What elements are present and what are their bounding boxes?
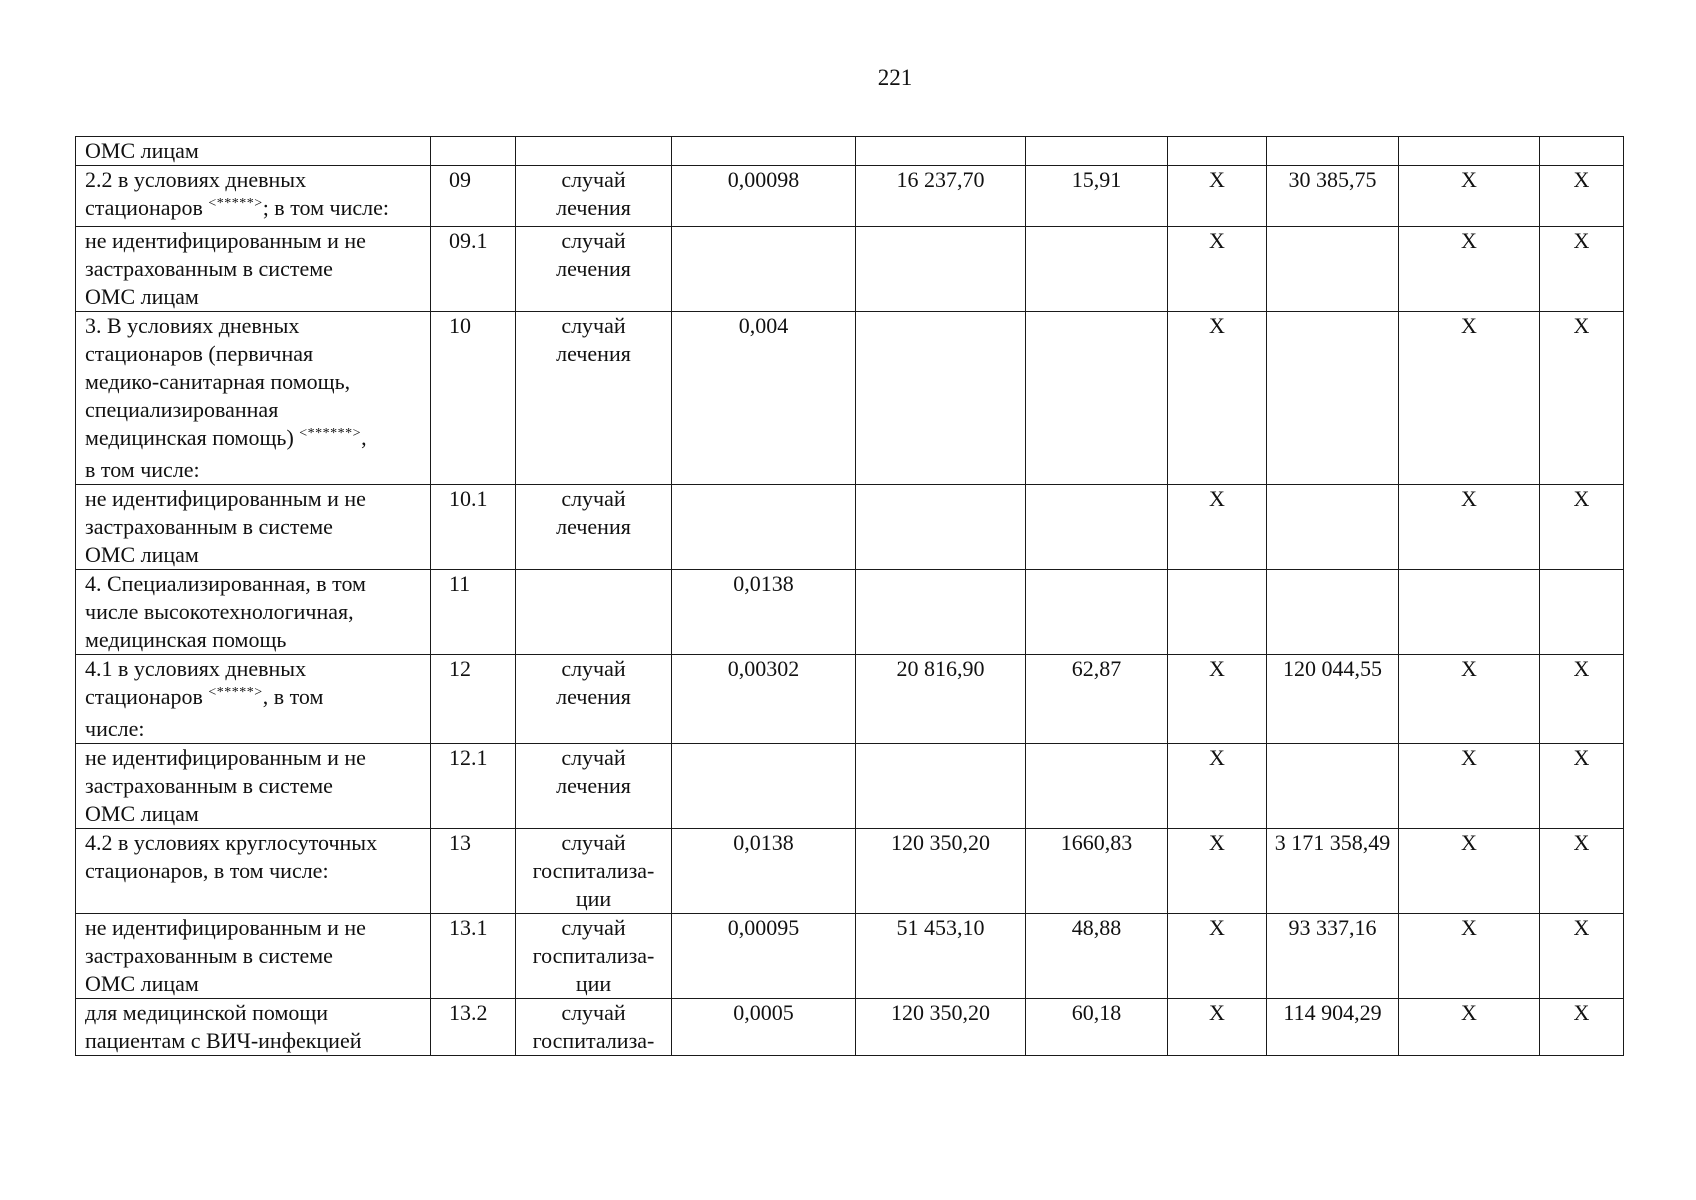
cell-line: 09.1 (449, 228, 488, 253)
data-table (75, 136, 1624, 1056)
cell-line: пациентам с ВИЧ-инфекцией (85, 1028, 362, 1053)
cell-line: 0,0138 (733, 571, 794, 596)
cell-col8 (1267, 999, 1399, 1056)
cell-unit (516, 914, 672, 999)
cell-line: случай (561, 1000, 626, 1025)
cell-volume-norm (672, 570, 856, 655)
table-row (76, 137, 1624, 166)
cell-line: медико-санитарная помощь, (85, 369, 351, 394)
cell-col10 (1540, 999, 1624, 1056)
cell-line: X (1209, 228, 1225, 253)
cell-description (76, 485, 431, 570)
cell-cost-norm (856, 166, 1026, 227)
cell-line: стационаров <*****>; в том числе: (85, 195, 389, 220)
cell-line: X (1461, 915, 1477, 940)
cell-col7 (1168, 655, 1267, 744)
cell-unit (516, 227, 672, 312)
cell-line: X (1461, 1000, 1477, 1025)
cell-col9 (1399, 485, 1540, 570)
cell-volume-norm (672, 227, 856, 312)
cell-line: случай (561, 915, 626, 940)
cell-line: 0,0005 (733, 1000, 794, 1025)
cell-line: 120 350,20 (891, 1000, 990, 1025)
cell-line: застрахованным в системе (85, 943, 333, 968)
cell-line: 15,91 (1071, 167, 1122, 192)
cell-per-capita (1026, 137, 1168, 166)
footnote-marker: <******> (299, 426, 362, 441)
cell-volume-norm (672, 914, 856, 999)
cell-line: 60,18 (1071, 1000, 1122, 1025)
cell-line: застрахованным в системе (85, 514, 333, 539)
cell-unit (516, 999, 672, 1056)
cell-line: X (1209, 486, 1225, 511)
cell-line: X (1461, 228, 1477, 253)
cell-line: X (1461, 830, 1477, 855)
cell-line: случай (561, 745, 626, 770)
cell-line: медицинская помощь (85, 627, 287, 652)
cell-unit (516, 166, 672, 227)
cell-cost-norm (856, 570, 1026, 655)
cell-line: не идентифицированным и не (85, 915, 366, 940)
cell-line: 1660,83 (1060, 830, 1133, 855)
cell-row-code (431, 312, 516, 485)
cell-line: X (1573, 830, 1590, 855)
cell-col7 (1168, 914, 1267, 999)
cell-col8 (1267, 485, 1399, 570)
cell-line: 10.1 (449, 486, 488, 511)
cell-description (76, 166, 431, 227)
cell-unit (516, 312, 672, 485)
cell-col8 (1267, 829, 1399, 914)
cell-line: 2.2 в условиях дневных (85, 167, 307, 192)
cell-row-code (431, 570, 516, 655)
cell-unit (516, 137, 672, 166)
cell-description (76, 137, 431, 166)
cell-cost-norm (856, 829, 1026, 914)
cell-line: 12 (449, 656, 471, 681)
cell-col8 (1267, 166, 1399, 227)
cell-per-capita (1026, 999, 1168, 1056)
cell-line: X (1209, 1000, 1225, 1025)
cell-row-code (431, 166, 516, 227)
cell-line: медицинская помощь) <******>, (85, 425, 367, 450)
cell-line: X (1461, 745, 1477, 770)
table-row (76, 570, 1624, 655)
cell-col7 (1168, 999, 1267, 1056)
cell-line: X (1573, 656, 1590, 681)
table-row (76, 166, 1624, 227)
cell-row-code (431, 655, 516, 744)
cell-per-capita (1026, 227, 1168, 312)
cell-row-code (431, 227, 516, 312)
cell-line: застрахованным в системе (85, 256, 333, 281)
cell-line: 114 904,29 (1283, 1000, 1382, 1025)
cell-line: X (1461, 313, 1477, 338)
cell-description (76, 829, 431, 914)
cell-description (76, 227, 431, 312)
cell-col10 (1540, 744, 1624, 829)
cell-col8 (1267, 655, 1399, 744)
cell-col9 (1399, 137, 1540, 166)
cell-description (76, 312, 431, 485)
cell-line: 09 (449, 167, 471, 192)
cell-line: 11 (449, 571, 471, 596)
cell-col10 (1540, 166, 1624, 227)
cell-line: стационаров (первичная (85, 341, 314, 366)
cell-line: лечения (556, 341, 631, 366)
cell-col9 (1399, 744, 1540, 829)
cell-volume-norm (672, 485, 856, 570)
cell-col10 (1540, 570, 1624, 655)
cell-line: 93 337,16 (1288, 915, 1377, 940)
cell-col7 (1168, 829, 1267, 914)
footnote-marker: <*****> (208, 196, 263, 211)
cell-line: X (1461, 486, 1477, 511)
table-body (76, 137, 1624, 1056)
cell-line: X (1573, 313, 1590, 338)
cell-line: X (1209, 915, 1225, 940)
cell-line: случай (561, 486, 626, 511)
cell-description (76, 914, 431, 999)
cell-col10 (1540, 227, 1624, 312)
cell-line: госпитализа- (532, 1028, 655, 1053)
cell-per-capita (1026, 914, 1168, 999)
cell-line: 16 237,70 (896, 167, 985, 192)
cell-line: X (1209, 656, 1225, 681)
cell-line: X (1209, 830, 1225, 855)
cell-line: случай (561, 830, 626, 855)
cell-col10 (1540, 137, 1624, 166)
cell-description (76, 744, 431, 829)
cell-col7 (1168, 485, 1267, 570)
cell-volume-norm (672, 312, 856, 485)
cell-line: 0,00095 (727, 915, 800, 940)
cell-volume-norm (672, 829, 856, 914)
table-row (76, 999, 1624, 1056)
table-row (76, 655, 1624, 744)
cell-line: лечения (556, 195, 631, 220)
cell-description (76, 655, 431, 744)
cell-per-capita (1026, 744, 1168, 829)
table-row (76, 485, 1624, 570)
cell-line: X (1209, 167, 1225, 192)
table-row (76, 312, 1624, 485)
cell-col8 (1267, 744, 1399, 829)
cell-row-code (431, 914, 516, 999)
cell-volume-norm (672, 166, 856, 227)
cell-line: 3 171 358,49 (1274, 830, 1391, 855)
cell-line: госпитализа- (532, 858, 655, 883)
cell-volume-norm (672, 999, 856, 1056)
cell-unit (516, 744, 672, 829)
cell-line: 4. Специализированная, в том (85, 571, 366, 596)
cell-line: 30 385,75 (1288, 167, 1377, 192)
table-row (76, 914, 1624, 999)
cell-line: 0,0138 (733, 830, 794, 855)
cell-col9 (1399, 570, 1540, 655)
cell-cost-norm (856, 744, 1026, 829)
cell-col9 (1399, 166, 1540, 227)
cell-line: 48,88 (1071, 915, 1122, 940)
cell-line: ОМС лицам (85, 971, 199, 996)
cell-per-capita (1026, 312, 1168, 485)
cell-line: 0,00302 (727, 656, 800, 681)
cell-col9 (1399, 655, 1540, 744)
cell-col9 (1399, 227, 1540, 312)
cell-line: 51 453,10 (896, 915, 985, 940)
cell-col8 (1267, 570, 1399, 655)
cell-col10 (1540, 914, 1624, 999)
cell-col7 (1168, 570, 1267, 655)
cell-line: для медицинской помощи (85, 1000, 329, 1025)
cell-row-code (431, 137, 516, 166)
cell-line: лечения (556, 256, 631, 281)
cell-col8 (1267, 312, 1399, 485)
cell-line: 13.1 (449, 915, 488, 940)
cell-line: 0,004 (738, 313, 789, 338)
table-row (76, 829, 1624, 914)
cell-line: лечения (556, 684, 631, 709)
cell-line: 4.1 в условиях дневных (85, 656, 307, 681)
cell-col9 (1399, 914, 1540, 999)
cell-line: ции (575, 886, 612, 911)
cell-col9 (1399, 312, 1540, 485)
cell-line: X (1461, 656, 1477, 681)
cell-volume-norm (672, 744, 856, 829)
cell-line: числе высокотехнологичная, (85, 599, 354, 624)
cell-description (76, 570, 431, 655)
cell-line: специализированная (85, 397, 279, 422)
cell-line: числе: (85, 716, 145, 741)
cell-col7 (1168, 312, 1267, 485)
table-row (76, 227, 1624, 312)
cell-unit (516, 485, 672, 570)
cell-line: случай (561, 167, 626, 192)
cell-line: 20 816,90 (896, 656, 985, 681)
cell-per-capita (1026, 485, 1168, 570)
cell-per-capita (1026, 655, 1168, 744)
cell-cost-norm (856, 914, 1026, 999)
cell-line: 13 (449, 830, 471, 855)
cell-unit (516, 655, 672, 744)
cell-line: госпитализа- (532, 943, 655, 968)
cell-line: ции (575, 971, 612, 996)
cell-volume-norm (672, 655, 856, 744)
cell-col8 (1267, 914, 1399, 999)
cell-line: не идентифицированным и не (85, 745, 366, 770)
cell-line: лечения (556, 514, 631, 539)
cell-line: X (1209, 745, 1225, 770)
cell-line: X (1461, 167, 1477, 192)
cell-line: стационаров, в том числе: (85, 858, 329, 883)
cell-line: стационаров <*****>, в том (85, 684, 324, 709)
cell-line: застрахованным в системе (85, 773, 333, 798)
cell-line: 120 350,20 (891, 830, 990, 855)
cell-per-capita (1026, 570, 1168, 655)
cell-line: случай (561, 656, 626, 681)
cell-row-code (431, 744, 516, 829)
cell-line: X (1573, 1000, 1590, 1025)
cell-line: не идентифицированным и не (85, 228, 366, 253)
cell-col7 (1168, 166, 1267, 227)
cell-per-capita (1026, 166, 1168, 227)
cell-unit (516, 829, 672, 914)
cell-unit (516, 570, 672, 655)
cell-line: 120 044,55 (1283, 656, 1382, 681)
cell-line: случай (561, 228, 626, 253)
cell-line: случай (561, 313, 626, 338)
cell-description (76, 999, 431, 1056)
cell-line: 13.2 (449, 1000, 488, 1025)
cell-line: X (1573, 745, 1590, 770)
cell-row-code (431, 999, 516, 1056)
cell-cost-norm (856, 999, 1026, 1056)
cell-per-capita (1026, 829, 1168, 914)
cell-line: не идентифицированным и не (85, 486, 366, 511)
cell-col7 (1168, 137, 1267, 166)
cell-line: лечения (556, 773, 631, 798)
cell-line: X (1573, 228, 1590, 253)
cell-col10 (1540, 655, 1624, 744)
table-row (76, 744, 1624, 829)
cell-col9 (1399, 999, 1540, 1056)
cell-cost-norm (856, 312, 1026, 485)
cell-line: X (1573, 486, 1590, 511)
cell-col8 (1267, 137, 1399, 166)
cell-line: 10 (449, 313, 471, 338)
footnote-marker: <*****> (208, 685, 263, 700)
cell-col7 (1168, 744, 1267, 829)
cell-line: ОМС лицам (85, 138, 199, 163)
cell-col10 (1540, 312, 1624, 485)
cell-line: 3. В условиях дневных (85, 313, 300, 338)
cell-cost-norm (856, 485, 1026, 570)
cell-line: в том числе: (85, 457, 200, 482)
cell-cost-norm (856, 227, 1026, 312)
cell-cost-norm (856, 137, 1026, 166)
page-number: 221 (877, 65, 913, 90)
cell-col10 (1540, 829, 1624, 914)
cell-line: 12.1 (449, 745, 488, 770)
cell-col7 (1168, 227, 1267, 312)
cell-line: X (1573, 167, 1590, 192)
cell-line: ОМС лицам (85, 801, 199, 826)
cell-line: 62,87 (1071, 656, 1122, 681)
cell-col8 (1267, 227, 1399, 312)
cell-line: 0,00098 (727, 167, 800, 192)
cell-col10 (1540, 485, 1624, 570)
cell-line: ОМС лицам (85, 284, 199, 309)
cell-line: ОМС лицам (85, 542, 199, 567)
cell-line: 4.2 в условиях круглосуточных (85, 830, 378, 855)
cell-line: X (1573, 915, 1590, 940)
cell-cost-norm (856, 655, 1026, 744)
cell-row-code (431, 829, 516, 914)
cell-row-code (431, 485, 516, 570)
cell-volume-norm (672, 137, 856, 166)
cell-line: X (1209, 313, 1225, 338)
cell-col9 (1399, 829, 1540, 914)
